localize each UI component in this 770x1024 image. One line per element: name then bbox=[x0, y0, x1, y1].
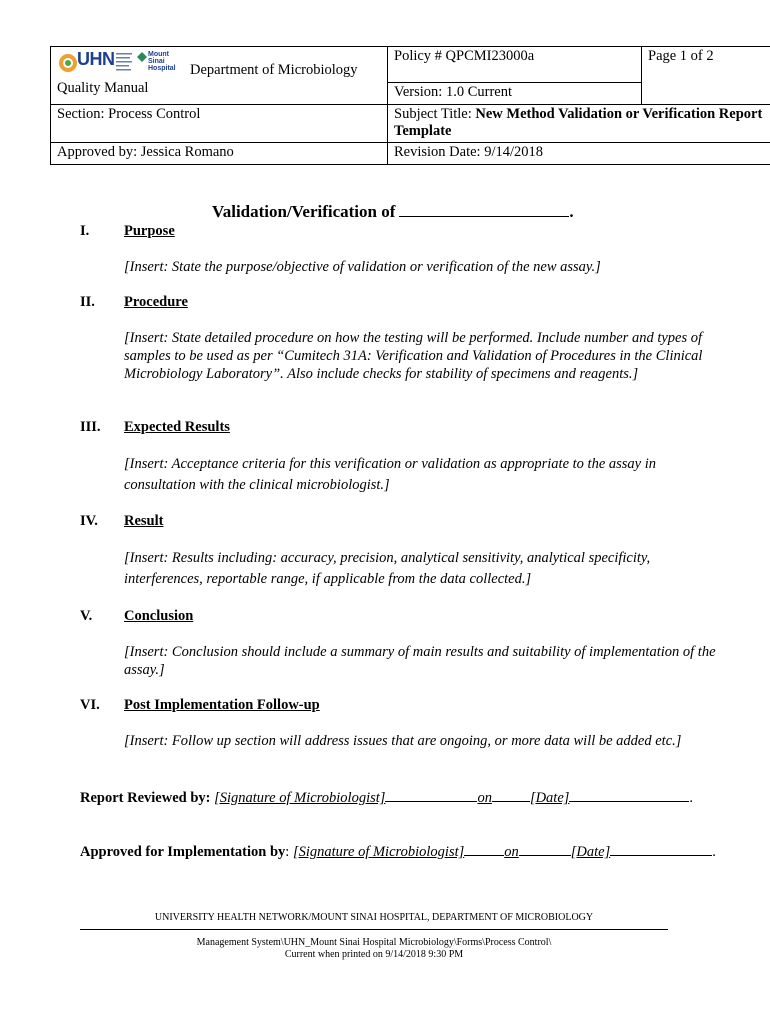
approved-colon: : bbox=[285, 844, 290, 860]
uhn-logo-text: UHN bbox=[77, 49, 115, 69]
section-heading-result: Result bbox=[124, 513, 164, 529]
page-number: Page 1 of 2 bbox=[642, 47, 770, 105]
mount-sinai-logo-line1: Mount Sinai bbox=[148, 51, 169, 65]
mount-sinai-logo-text bbox=[148, 51, 176, 72]
version-info: Version: 1.0 Current bbox=[388, 83, 642, 105]
uhn-subsidiary-list-icon bbox=[116, 52, 134, 72]
document-title-text: Validation/Verification of bbox=[212, 202, 396, 221]
approved-date: [Date] bbox=[570, 844, 611, 860]
footer-divider bbox=[80, 929, 668, 930]
approved-implementation-line bbox=[80, 843, 714, 861]
section-number: II. bbox=[80, 294, 95, 310]
section-info: Section: Process Control bbox=[51, 105, 388, 143]
reviewed-signature: [Signature of Microbiologist] bbox=[214, 790, 386, 806]
subject-label: Subject Title: bbox=[394, 106, 472, 122]
document-title-period: . bbox=[569, 202, 574, 221]
uhn-logo-mark-icon bbox=[58, 53, 78, 73]
section-body-post-implementation: [Insert: Follow up section will address issues that are ongoing, or more data will be added etc.] bbox=[124, 733, 682, 749]
title-blank-line bbox=[399, 202, 569, 217]
policy-number: Policy # QPCMI23000a bbox=[388, 47, 642, 83]
section-number: V. bbox=[80, 608, 93, 624]
approved-signature: [Signature of Microbiologist] bbox=[292, 844, 465, 860]
mount-sinai-logo-line2: Hospital bbox=[148, 65, 176, 72]
section-body-purpose: [Insert: State the purpose/objective of validation or verification of the new assay.] bbox=[124, 259, 601, 275]
department-name: Department of Microbiology bbox=[190, 62, 358, 78]
approved-on: on bbox=[504, 844, 519, 860]
section-heading-conclusion: Conclusion bbox=[124, 608, 194, 624]
section-number: IV. bbox=[80, 513, 98, 529]
reviewed-on: on bbox=[477, 790, 492, 806]
reviewed-label: Report Reviewed by: bbox=[80, 790, 211, 806]
section-heading-procedure: Procedure bbox=[124, 294, 188, 310]
reviewed-date: [Date] bbox=[529, 790, 570, 806]
reviewed-blank-1 bbox=[385, 789, 477, 802]
section-number: III. bbox=[80, 419, 101, 435]
reviewed-blank-3 bbox=[569, 789, 689, 802]
section-body-result: [Insert: Results including: accuracy, precision, analytical sensitivity, analytical specificity, interferences, reportable range, if applicable from the data collected.] bbox=[124, 550, 651, 587]
section-heading-post-implementation: Post Implementation Follow-up bbox=[124, 697, 320, 713]
reviewed-end: . bbox=[689, 790, 694, 806]
section-heading-purpose: Purpose bbox=[124, 223, 175, 239]
approved-blank-2 bbox=[519, 843, 571, 856]
approved-end: . bbox=[712, 844, 716, 860]
revision-date: Revision Date: 9/14/2018 bbox=[388, 143, 770, 165]
section-body-expected-results: [Insert: Acceptance criteria for this verification or validation as appropriate to the assay in consultation with the clinical microbiologist.] bbox=[124, 456, 657, 493]
manual-name: Quality Manual bbox=[57, 80, 149, 96]
approved-blank-1 bbox=[464, 843, 504, 856]
mount-sinai-logo-mark-icon bbox=[137, 52, 147, 62]
approved-by: Approved by: Jessica Romano bbox=[51, 143, 388, 165]
subject-title bbox=[388, 105, 770, 143]
section-body-conclusion: [Insert: Conclusion should include a summary of main results and suitability of implementation of the assay.] bbox=[124, 644, 716, 678]
approved-label: Approved for Implementation by bbox=[80, 844, 286, 860]
approved-blank-3 bbox=[610, 843, 712, 856]
footer-organization: UNIVERSITY HEALTH NETWORK/MOUNT SINAI HOSPITAL, DEPARTMENT OF MICROBIOLOGY bbox=[154, 912, 594, 923]
footer-printed: Current when printed on 9/14/2018 9:30 PM bbox=[284, 949, 464, 960]
section-number: VI. bbox=[80, 697, 100, 713]
subject-value: New Method Validation or Verification Report Template bbox=[394, 106, 763, 139]
reviewed-blank-2 bbox=[492, 789, 530, 802]
hospital-logos bbox=[58, 51, 174, 75]
section-number: I. bbox=[80, 223, 90, 239]
document-title bbox=[212, 202, 574, 222]
report-reviewed-line bbox=[80, 789, 714, 807]
section-body-procedure: [Insert: State detailed procedure on how the testing will be performed. Include number and types of samples to be used as per “Cumitech 31A: Verification and Validation of Procedures in the Clinical Microbiology Laboratory”. Also include checks for stability of specimens and reagents.] bbox=[124, 330, 703, 382]
section-heading-expected-results: Expected Results bbox=[124, 419, 230, 435]
footer-path: Management System\UHN_Mount Sinai Hospital Microbiology\Forms\Process Control\ bbox=[196, 937, 552, 948]
